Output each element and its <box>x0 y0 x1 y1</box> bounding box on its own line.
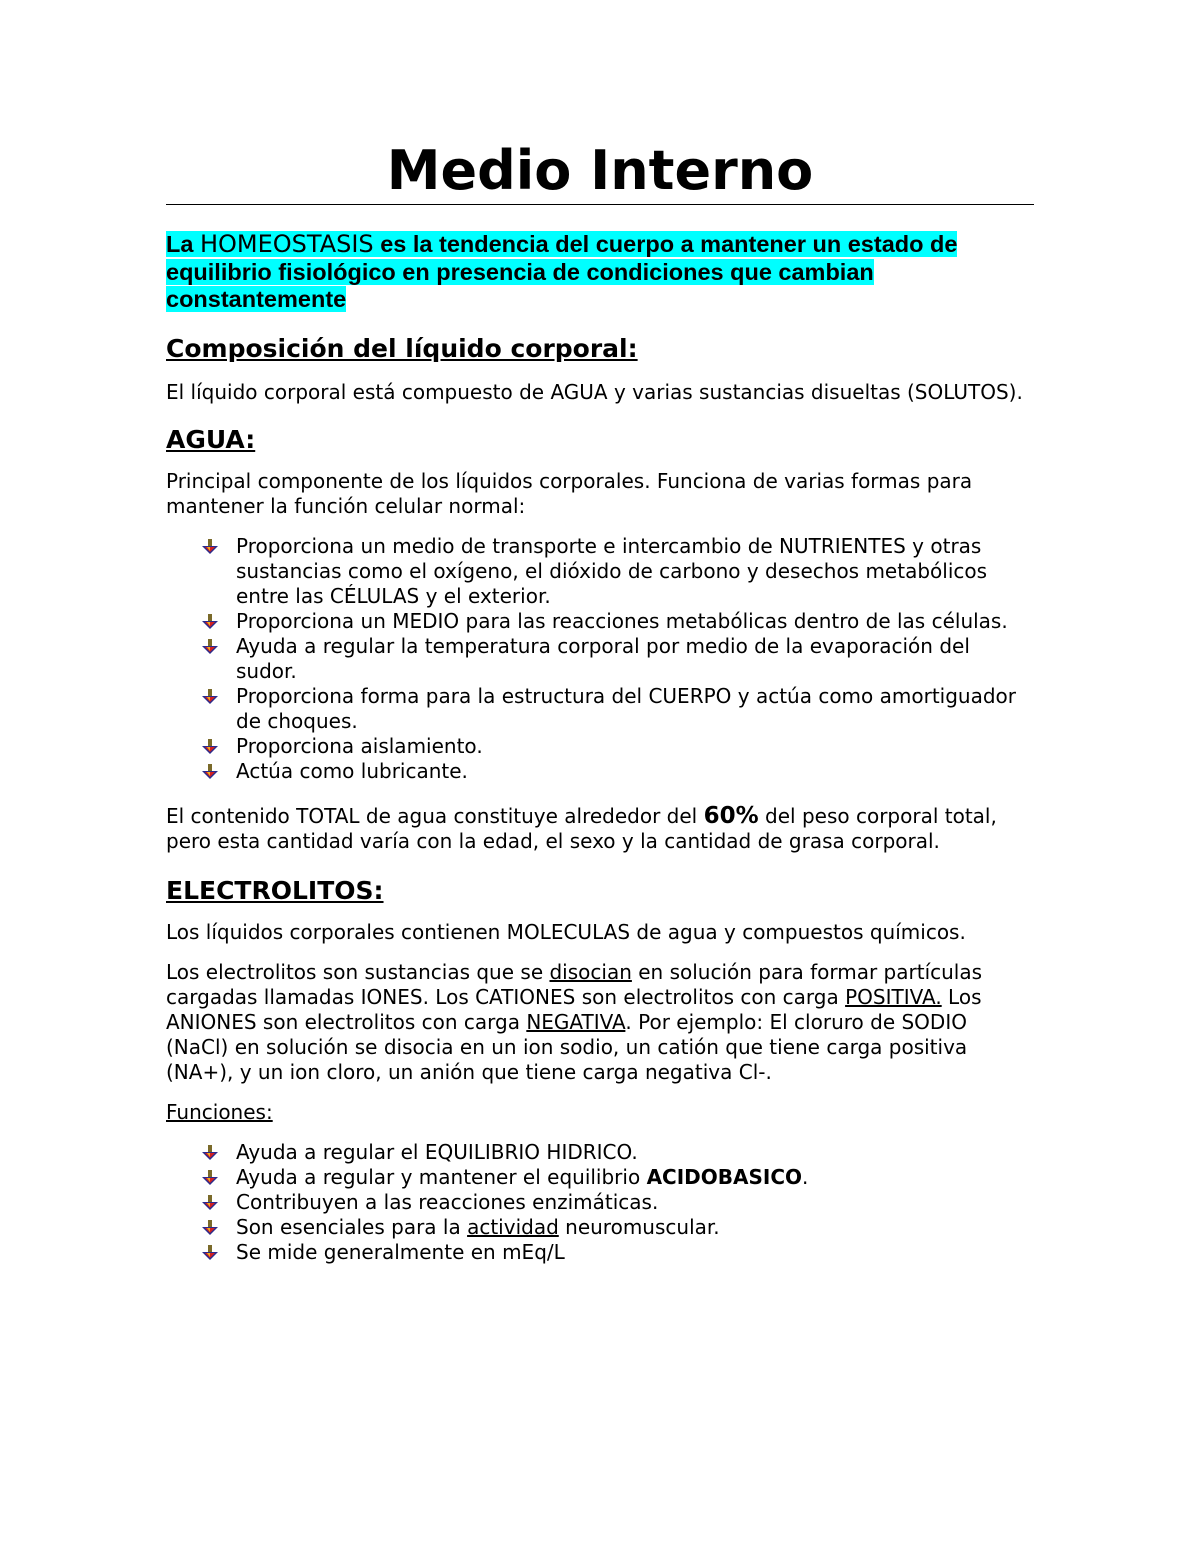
arrow-bullet-icon <box>202 764 218 780</box>
homeostasis-definition <box>166 231 1034 314</box>
list-item: Se mide generalmente en mEq/L <box>236 1240 1034 1265</box>
list-item: Son esenciales para la actividad neuromuscular. <box>236 1215 1034 1240</box>
funciones-bullet-list <box>166 1140 1034 1265</box>
intro-text: es la tendencia del cuerpo a mantener un estado de equilibrio fisiológico en presencia de condiciones que cambian constantemente <box>166 231 958 312</box>
arrow-bullet-icon <box>202 1145 218 1161</box>
intro-lead: La <box>166 231 200 257</box>
arrow-bullet-icon <box>202 539 218 555</box>
agua-bullet-list <box>166 534 1034 784</box>
arrow-bullet-icon <box>202 689 218 705</box>
composicion-heading: Composición del líquido corporal: <box>166 333 638 363</box>
homeostasis-keyword: HOMEOSTASIS <box>199 230 374 258</box>
arrow-bullet-icon <box>202 639 218 655</box>
percent-value: 60% <box>703 802 759 829</box>
list-item: Proporciona un medio de transporte e intercambio de NUTRIENTES y otras sustancias como el oxígeno, el dióxido de carbono y desechos metabólicos entre las CÉLULAS y el exterior. <box>236 534 1034 609</box>
funciones-label: Funciones: <box>166 1099 273 1124</box>
arrow-bullet-icon <box>202 1245 218 1261</box>
arrow-bullet-icon <box>202 1195 218 1211</box>
list-item: Proporciona forma para la estructura del CUERPO y actúa como amortiguador de choques. <box>236 684 1034 734</box>
document-content <box>166 140 1034 1265</box>
list-item: Proporciona un MEDIO para las reacciones metabólicas dentro de las células. <box>236 609 1034 634</box>
agua-total-paragraph: El contenido TOTAL de agua constituye alrededor del 60% del peso corporal total, pero esta cantidad varía con la edad, el sexo y la cantidad de grasa corporal. <box>166 802 997 853</box>
agua-paragraph: Principal componente de los líquidos corporales. Funciona de varias formas para mantener la función celular normal: <box>166 468 973 518</box>
arrow-bullet-icon <box>202 614 218 630</box>
agua-heading: AGUA: <box>166 424 256 454</box>
list-item: Ayuda a regular la temperatura corporal por medio de la evaporación del sudor. <box>236 634 1034 684</box>
list-item: Ayuda a regular y mantener el equilibrio ACIDOBASICO. <box>236 1165 1034 1190</box>
electrolitos-heading: ELECTROLITOS: <box>166 875 384 905</box>
electrolitos-paragraph-1: Los líquidos corporales contienen MOLECULAS de agua y compuestos químicos. <box>166 919 966 944</box>
composicion-paragraph: El líquido corporal está compuesto de AGUA y varias sustancias disueltas (SOLUTOS). <box>166 379 1023 404</box>
list-item: Ayuda a regular el EQUILIBRIO HIDRICO. <box>236 1140 1034 1165</box>
list-item: Actúa como lubricante. <box>236 759 1034 784</box>
page-title: Medio Interno <box>166 140 1034 205</box>
arrow-bullet-icon <box>202 739 218 755</box>
arrow-bullet-icon <box>202 1170 218 1186</box>
arrow-bullet-icon <box>202 1220 218 1236</box>
list-item: Contribuyen a las reacciones enzimáticas. <box>236 1190 1034 1215</box>
list-item: Proporciona aislamiento. <box>236 734 1034 759</box>
electrolitos-paragraph-2: Los electrolitos son sustancias que se disocian en solución para formar partículas cargadas llamadas IONES. Los CATIONES son electrolitos con carga POSITIVA. Los ANIONES son electrolitos con carga NEGATIVA. Por ejemplo: El cloruro de SODIO (NaCl) en solución se disocia en un ion sodio, un catión que tiene carga positiva (NA+), y un ion cloro, un anión que tiene carga negativa Cl-. <box>166 959 983 1084</box>
